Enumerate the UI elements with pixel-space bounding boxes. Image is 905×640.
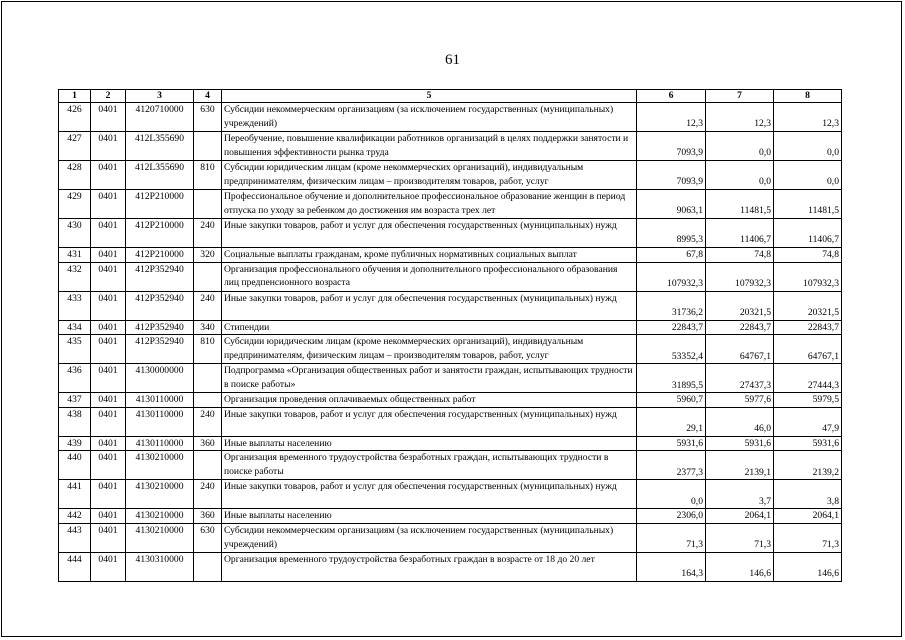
table-row <box>59 190 842 219</box>
description-cell: Социальные выплаты гражданам, кроме публичных нормативных социальных выплат <box>222 248 637 263</box>
description-cell: Иные закупки товаров, работ и услуг для обеспечения государственных (муниципальных) нужд <box>222 291 637 320</box>
column-header: 5 <box>222 90 637 103</box>
target-code-cell: 4130210000 <box>126 451 194 480</box>
section-code-cell: 0401 <box>91 103 126 132</box>
target-code-cell: 4130310000 <box>126 552 194 581</box>
value-col7-cell: 11481,5 <box>706 190 774 219</box>
row-number-cell: 429 <box>59 190 91 219</box>
section-code-cell: 0401 <box>91 436 126 451</box>
value-col7-cell: 22843,7 <box>706 320 774 335</box>
value-col6-cell: 164,3 <box>637 552 706 581</box>
target-code-cell: 412P352940 <box>126 320 194 335</box>
section-code-cell: 0401 <box>91 480 126 509</box>
table-row <box>59 291 842 320</box>
value-col7-cell: 0,0 <box>706 132 774 161</box>
table-row <box>59 161 842 190</box>
value-col6-cell: 7093,9 <box>637 132 706 161</box>
value-col6-cell: 7093,9 <box>637 161 706 190</box>
target-code-cell: 412P352940 <box>126 291 194 320</box>
value-col8-cell: 71,3 <box>774 523 842 552</box>
expense-type-cell <box>194 190 222 219</box>
value-col6-cell: 8995,3 <box>637 219 706 248</box>
row-number-cell: 432 <box>59 262 91 291</box>
expense-type-cell: 810 <box>194 335 222 364</box>
value-col6-cell: 67,8 <box>637 248 706 263</box>
row-number-cell: 437 <box>59 393 91 408</box>
value-col7-cell: 2139,1 <box>706 451 774 480</box>
expense-type-cell: 240 <box>194 480 222 509</box>
target-code-cell: 4120710000 <box>126 103 194 132</box>
expense-type-cell: 240 <box>194 291 222 320</box>
budget-table <box>58 89 842 582</box>
row-number-cell: 426 <box>59 103 91 132</box>
expense-type-cell: 360 <box>194 509 222 524</box>
table-row <box>59 320 842 335</box>
description-cell: Субсидии некоммерческим организациям (за исключением государственных (муниципальных) учреждений) <box>222 523 637 552</box>
value-col8-cell: 107932,3 <box>774 262 842 291</box>
expense-type-cell: 360 <box>194 436 222 451</box>
description-cell: Иные выплаты населению <box>222 509 637 524</box>
value-col8-cell: 0,0 <box>774 132 842 161</box>
value-col8-cell: 47,9 <box>774 407 842 436</box>
value-col8-cell: 3,8 <box>774 480 842 509</box>
value-col7-cell: 74,8 <box>706 248 774 263</box>
value-col6-cell: 5960,7 <box>637 393 706 408</box>
table-row <box>59 407 842 436</box>
value-col8-cell: 64767,1 <box>774 335 842 364</box>
value-col6-cell: 0,0 <box>637 480 706 509</box>
row-number-cell: 433 <box>59 291 91 320</box>
value-col6-cell: 107932,3 <box>637 262 706 291</box>
expense-type-cell: 810 <box>194 161 222 190</box>
value-col6-cell: 2377,3 <box>637 451 706 480</box>
row-number-cell: 430 <box>59 219 91 248</box>
value-col8-cell: 74,8 <box>774 248 842 263</box>
table-row <box>59 451 842 480</box>
description-cell: Иные закупки товаров, работ и услуг для обеспечения государственных (муниципальных) нужд <box>222 480 637 509</box>
section-code-cell: 0401 <box>91 451 126 480</box>
column-header: 4 <box>194 90 222 103</box>
target-code-cell: 4130210000 <box>126 509 194 524</box>
section-code-cell: 0401 <box>91 320 126 335</box>
table-row <box>59 509 842 524</box>
column-header: 3 <box>126 90 194 103</box>
target-code-cell: 4130000000 <box>126 364 194 393</box>
target-code-cell: 4130210000 <box>126 480 194 509</box>
value-col7-cell: 146,6 <box>706 552 774 581</box>
value-col7-cell: 5977,6 <box>706 393 774 408</box>
expense-type-cell: 630 <box>194 523 222 552</box>
table-row <box>59 393 842 408</box>
value-col6-cell: 31895,5 <box>637 364 706 393</box>
section-code-cell: 0401 <box>91 248 126 263</box>
section-code-cell: 0401 <box>91 335 126 364</box>
expense-type-cell <box>194 364 222 393</box>
description-cell: Организация проведения оплачиваемых общественных работ <box>222 393 637 408</box>
table-row <box>59 364 842 393</box>
value-col7-cell: 12,3 <box>706 103 774 132</box>
value-col8-cell: 2139,2 <box>774 451 842 480</box>
value-col6-cell: 2306,0 <box>637 509 706 524</box>
target-code-cell: 4130110000 <box>126 407 194 436</box>
section-code-cell: 0401 <box>91 523 126 552</box>
value-col6-cell: 5931,6 <box>637 436 706 451</box>
expense-type-cell <box>194 552 222 581</box>
column-header: 7 <box>706 90 774 103</box>
value-col6-cell: 71,3 <box>637 523 706 552</box>
row-number-cell: 440 <box>59 451 91 480</box>
row-number-cell: 443 <box>59 523 91 552</box>
description-cell: Субсидии некоммерческим организациям (за исключением государственных (муниципальных) учреждений) <box>222 103 637 132</box>
table-row <box>59 103 842 132</box>
section-code-cell: 0401 <box>91 219 126 248</box>
value-col8-cell: 2064,1 <box>774 509 842 524</box>
table-row <box>59 262 842 291</box>
column-header: 2 <box>91 90 126 103</box>
value-col7-cell: 3,7 <box>706 480 774 509</box>
description-cell: Иные выплаты населению <box>222 436 637 451</box>
value-col8-cell: 12,3 <box>774 103 842 132</box>
expense-type-cell <box>194 132 222 161</box>
section-code-cell: 0401 <box>91 407 126 436</box>
description-cell: Субсидии юридическим лицам (кроме некоммерческих организаций), индивидуальным предпринимателям, физическим лицам – производителям товаров, работ, услуг <box>222 335 637 364</box>
row-number-cell: 436 <box>59 364 91 393</box>
row-number-cell: 444 <box>59 552 91 581</box>
description-cell: Организация временного трудоустройства безработных граждан в возрасте от 18 до 20 лет <box>222 552 637 581</box>
section-code-cell: 0401 <box>91 190 126 219</box>
value-col7-cell: 27437,3 <box>706 364 774 393</box>
column-header: 8 <box>774 90 842 103</box>
table-row <box>59 480 842 509</box>
row-number-cell: 442 <box>59 509 91 524</box>
expense-type-cell: 630 <box>194 103 222 132</box>
description-cell: Профессиональное обучение и дополнительное профессиональное образование женщин в период отпуска по уходу за ребенком до достижения им возраста трех лет <box>222 190 637 219</box>
value-col6-cell: 29,1 <box>637 407 706 436</box>
target-code-cell: 412P210000 <box>126 190 194 219</box>
value-col7-cell: 107932,3 <box>706 262 774 291</box>
value-col7-cell: 2064,1 <box>706 509 774 524</box>
value-col7-cell: 46,0 <box>706 407 774 436</box>
row-number-cell: 431 <box>59 248 91 263</box>
expense-type-cell: 320 <box>194 248 222 263</box>
target-code-cell: 4130110000 <box>126 436 194 451</box>
target-code-cell: 412P352940 <box>126 335 194 364</box>
value-col8-cell: 22843,7 <box>774 320 842 335</box>
target-code-cell: 412P210000 <box>126 248 194 263</box>
row-number-cell: 438 <box>59 407 91 436</box>
value-col7-cell: 20321,5 <box>706 291 774 320</box>
value-col7-cell: 0,0 <box>706 161 774 190</box>
section-code-cell: 0401 <box>91 364 126 393</box>
row-number-cell: 428 <box>59 161 91 190</box>
expense-type-cell: 340 <box>194 320 222 335</box>
target-code-cell: 412P352940 <box>126 262 194 291</box>
value-col6-cell: 9063,1 <box>637 190 706 219</box>
section-code-cell: 0401 <box>91 291 126 320</box>
value-col7-cell: 71,3 <box>706 523 774 552</box>
value-col6-cell: 31736,2 <box>637 291 706 320</box>
table-row <box>59 335 842 364</box>
section-code-cell: 0401 <box>91 262 126 291</box>
table-row <box>59 523 842 552</box>
page-number: 61 <box>445 52 460 68</box>
section-code-cell: 0401 <box>91 509 126 524</box>
row-number-cell: 427 <box>59 132 91 161</box>
table-row <box>59 552 842 581</box>
table-row <box>59 219 842 248</box>
value-col7-cell: 11406,7 <box>706 219 774 248</box>
value-col8-cell: 11406,7 <box>774 219 842 248</box>
value-col7-cell: 5931,6 <box>706 436 774 451</box>
row-number-cell: 441 <box>59 480 91 509</box>
description-cell: Переобучение, повышение квалификации работников организаций в целях поддержки занятости и повышения эффективности рынка труда <box>222 132 637 161</box>
row-number-cell: 439 <box>59 436 91 451</box>
row-number-cell: 435 <box>59 335 91 364</box>
description-cell: Подпрограмма «Организация общественных работ и занятости граждан, испытывающих трудности в поиске работы» <box>222 364 637 393</box>
expense-type-cell <box>194 451 222 480</box>
value-col6-cell: 12,3 <box>637 103 706 132</box>
value-col7-cell: 64767,1 <box>706 335 774 364</box>
value-col8-cell: 11481,5 <box>774 190 842 219</box>
section-code-cell: 0401 <box>91 552 126 581</box>
target-code-cell: 4130210000 <box>126 523 194 552</box>
header-row <box>59 90 842 103</box>
table-row <box>59 436 842 451</box>
description-cell: Организация профессионального обучения и дополнительного профессионального образования лиц предпенсионного возраста <box>222 262 637 291</box>
value-col8-cell: 27444,3 <box>774 364 842 393</box>
description-cell: Иные закупки товаров, работ и услуг для обеспечения государственных (муниципальных) нужд <box>222 407 637 436</box>
column-header: 1 <box>59 90 91 103</box>
value-col8-cell: 0,0 <box>774 161 842 190</box>
target-code-cell: 412L355690 <box>126 161 194 190</box>
value-col8-cell: 146,6 <box>774 552 842 581</box>
value-col8-cell: 5979,5 <box>774 393 842 408</box>
target-code-cell: 412P210000 <box>126 219 194 248</box>
expense-type-cell <box>194 393 222 408</box>
section-code-cell: 0401 <box>91 161 126 190</box>
table-row <box>59 132 842 161</box>
description-cell: Стипендии <box>222 320 637 335</box>
expense-type-cell <box>194 262 222 291</box>
description-cell: Иные закупки товаров, работ и услуг для обеспечения государственных (муниципальных) нужд <box>222 219 637 248</box>
expense-type-cell: 240 <box>194 219 222 248</box>
target-code-cell: 4130110000 <box>126 393 194 408</box>
description-cell: Субсидии юридическим лицам (кроме некоммерческих организаций), индивидуальным предпринимателям, физическим лицам – производителям товаров, работ, услуг <box>222 161 637 190</box>
section-code-cell: 0401 <box>91 393 126 408</box>
row-number-cell: 434 <box>59 320 91 335</box>
target-code-cell: 412L355690 <box>126 132 194 161</box>
value-col8-cell: 5931,6 <box>774 436 842 451</box>
description-cell: Организация временного трудоустройства безработных граждан, испытывающих трудности в поиске работы <box>222 451 637 480</box>
value-col6-cell: 53352,4 <box>637 335 706 364</box>
expense-type-cell: 240 <box>194 407 222 436</box>
value-col6-cell: 22843,7 <box>637 320 706 335</box>
column-header: 6 <box>637 90 706 103</box>
section-code-cell: 0401 <box>91 132 126 161</box>
table-row <box>59 248 842 263</box>
value-col8-cell: 20321,5 <box>774 291 842 320</box>
